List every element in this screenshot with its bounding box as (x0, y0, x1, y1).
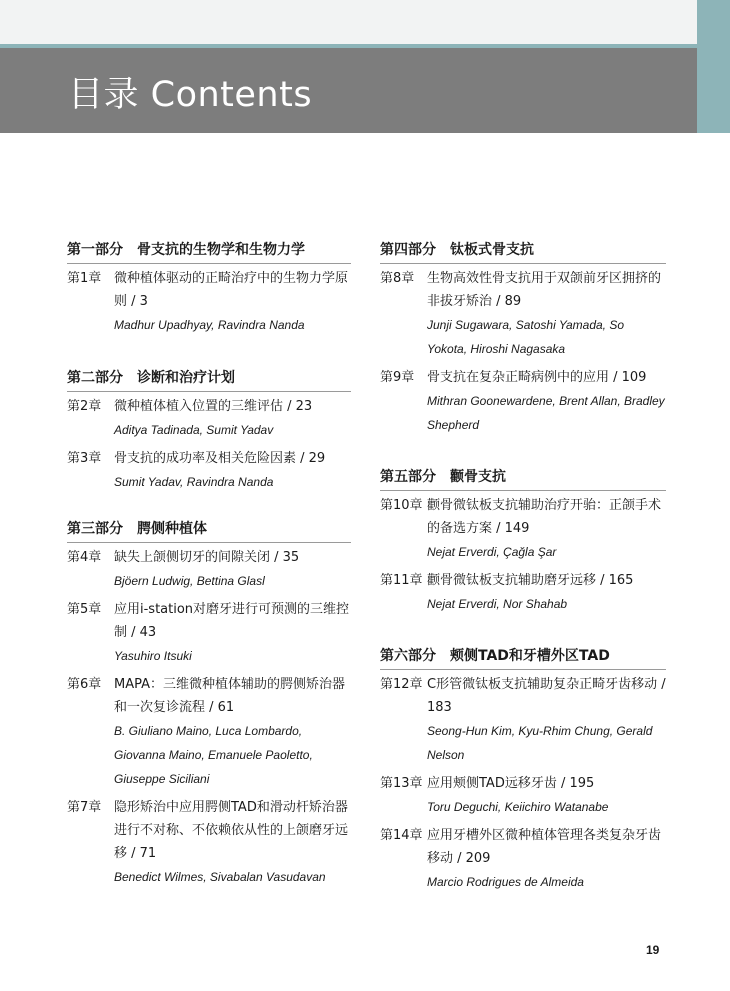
part-heading: 第六部分 颊侧TAD和牙槽外区TAD (380, 646, 666, 670)
toc-part (380, 240, 666, 437)
chapter-title: 应用牙槽外区微种植体管理各类复杂牙齿移动 / 209 (427, 828, 662, 866)
chapter-title: 颧骨微钛板支抗辅助治疗开骀：正颌手术的备选方案 / 149 (427, 498, 662, 536)
toc-chapter (380, 673, 666, 767)
chapter-number: 第13章 (380, 776, 423, 791)
chapter-authors: Aditya Tadinada, Sumit Yadav (114, 423, 274, 437)
chapter-authors: B. Giuliano Maino, Luca Lombardo, Giovanna Maino, Emanuele Paoletto, Giuseppe Siciliani (114, 724, 313, 786)
chapter-number: 第6章 (67, 677, 102, 692)
part-heading: 第四部分 钛板式骨支抗 (380, 240, 666, 264)
chapter-title: 微种植体驱动的正畸治疗中的生物力学原则 / 3 (114, 271, 349, 309)
toc-chapter (380, 366, 666, 437)
toc-chapter (67, 796, 351, 889)
page-number: 19 (646, 943, 660, 957)
chapter-authors: Marcio Rodrigues de Almeida (427, 875, 584, 889)
chapter-number: 第9章 (380, 370, 415, 385)
chapter-title: C形管微钛板支抗辅助复杂正畸牙齿移动 / 183 (427, 677, 666, 715)
chapter-number: 第8章 (380, 271, 415, 286)
chapter-title: 应用i-station对磨牙进行可预测的三维控制 / 43 (114, 602, 350, 640)
chapter-title: 应用颊侧TAD远移牙齿 / 195 (427, 776, 595, 791)
chapter-title: 微种植体植入位置的三维评估 / 23 (114, 399, 313, 414)
chapter-title: MAPA：三维微种植体辅助的腭侧矫治器和一次复诊流程 / 61 (114, 677, 346, 715)
toc-chapter (380, 494, 666, 564)
part-heading: 第五部分 颧骨支抗 (380, 467, 666, 491)
toc-chapter (67, 447, 351, 494)
page-title: 目录 Contents (68, 75, 313, 115)
toc-left-column (67, 240, 351, 889)
part-heading: 第三部分 腭侧种植体 (67, 519, 351, 543)
toc-chapter (380, 824, 666, 894)
toc-part (380, 646, 666, 894)
chapter-title: 骨支抗的成功率及相关危险因素 / 29 (114, 451, 326, 466)
chapter-number: 第7章 (67, 800, 102, 815)
chapter-authors: Benedict Wilmes, Sivabalan Vasudavan (114, 870, 326, 884)
toc-chapter (380, 569, 666, 616)
chapter-number: 第2章 (67, 399, 102, 414)
toc-right-column (380, 240, 666, 894)
part-heading: 第二部分 诊断和治疗计划 (67, 368, 351, 392)
toc-part (67, 368, 351, 494)
chapter-title: 颧骨微钛板支抗辅助磨牙远移 / 165 (427, 573, 634, 588)
chapter-number: 第10章 (380, 498, 423, 513)
toc-part (67, 519, 351, 889)
chapter-number: 第4章 (67, 550, 102, 565)
chapter-title: 生物高效性骨支抗用于双颌前牙区拥挤的非拔牙矫治 / 89 (427, 271, 662, 309)
toc-chapter (380, 267, 666, 361)
chapter-authors: Madhur Upadhyay, Ravindra Nanda (114, 318, 305, 332)
toc-part (380, 467, 666, 616)
edge-accent-bar (697, 0, 730, 133)
toc-chapter (67, 267, 351, 337)
chapter-authors: Bjöern Ludwig, Bettina Glasl (114, 574, 265, 588)
chapter-number: 第11章 (380, 573, 423, 588)
part-heading: 第一部分 骨支抗的生物学和生物力学 (67, 240, 351, 264)
toc-chapter (67, 546, 351, 593)
chapter-number: 第12章 (380, 677, 423, 692)
chapter-authors: Seong-Hun Kim, Kyu-Rhim Chung, Gerald Nelson (427, 724, 653, 762)
toc-part (67, 240, 351, 337)
chapter-authors: Nejat Erverdi, Çağla Şar (427, 545, 557, 559)
toc-chapter (380, 772, 666, 819)
chapter-number: 第5章 (67, 602, 102, 617)
chapter-number: 第14章 (380, 828, 423, 843)
chapter-number: 第1章 (67, 271, 102, 286)
chapter-title: 骨支抗在复杂正畸病例中的应用 / 109 (427, 370, 647, 385)
chapter-authors: Toru Deguchi, Keiichiro Watanabe (427, 800, 609, 814)
chapter-authors: Yasuhiro Itsuki (114, 649, 192, 663)
chapter-authors: Junji Sugawara, Satoshi Yamada, So Yokota, Hiroshi Nagasaka (427, 318, 625, 356)
chapter-authors: Sumit Yadav, Ravindra Nanda (114, 475, 274, 489)
toc-chapter (67, 598, 351, 668)
chapter-title: 缺失上颌侧切牙的间隙关闭 / 35 (114, 550, 300, 565)
chapter-number: 第3章 (67, 451, 102, 466)
chapter-authors: Nejat Erverdi, Nor Shahab (427, 597, 568, 611)
chapter-authors: Mithran Goonewardene, Brent Allan, Bradley Shepherd (427, 394, 665, 432)
toc-chapter (67, 673, 351, 791)
top-strip (0, 0, 697, 44)
toc-chapter (67, 395, 351, 442)
chapter-title: 隐形矫治中应用腭侧TAD和滑动杆矫治器进行不对称、不依赖依从性的上颌磨牙远移 / 71 (114, 800, 349, 861)
